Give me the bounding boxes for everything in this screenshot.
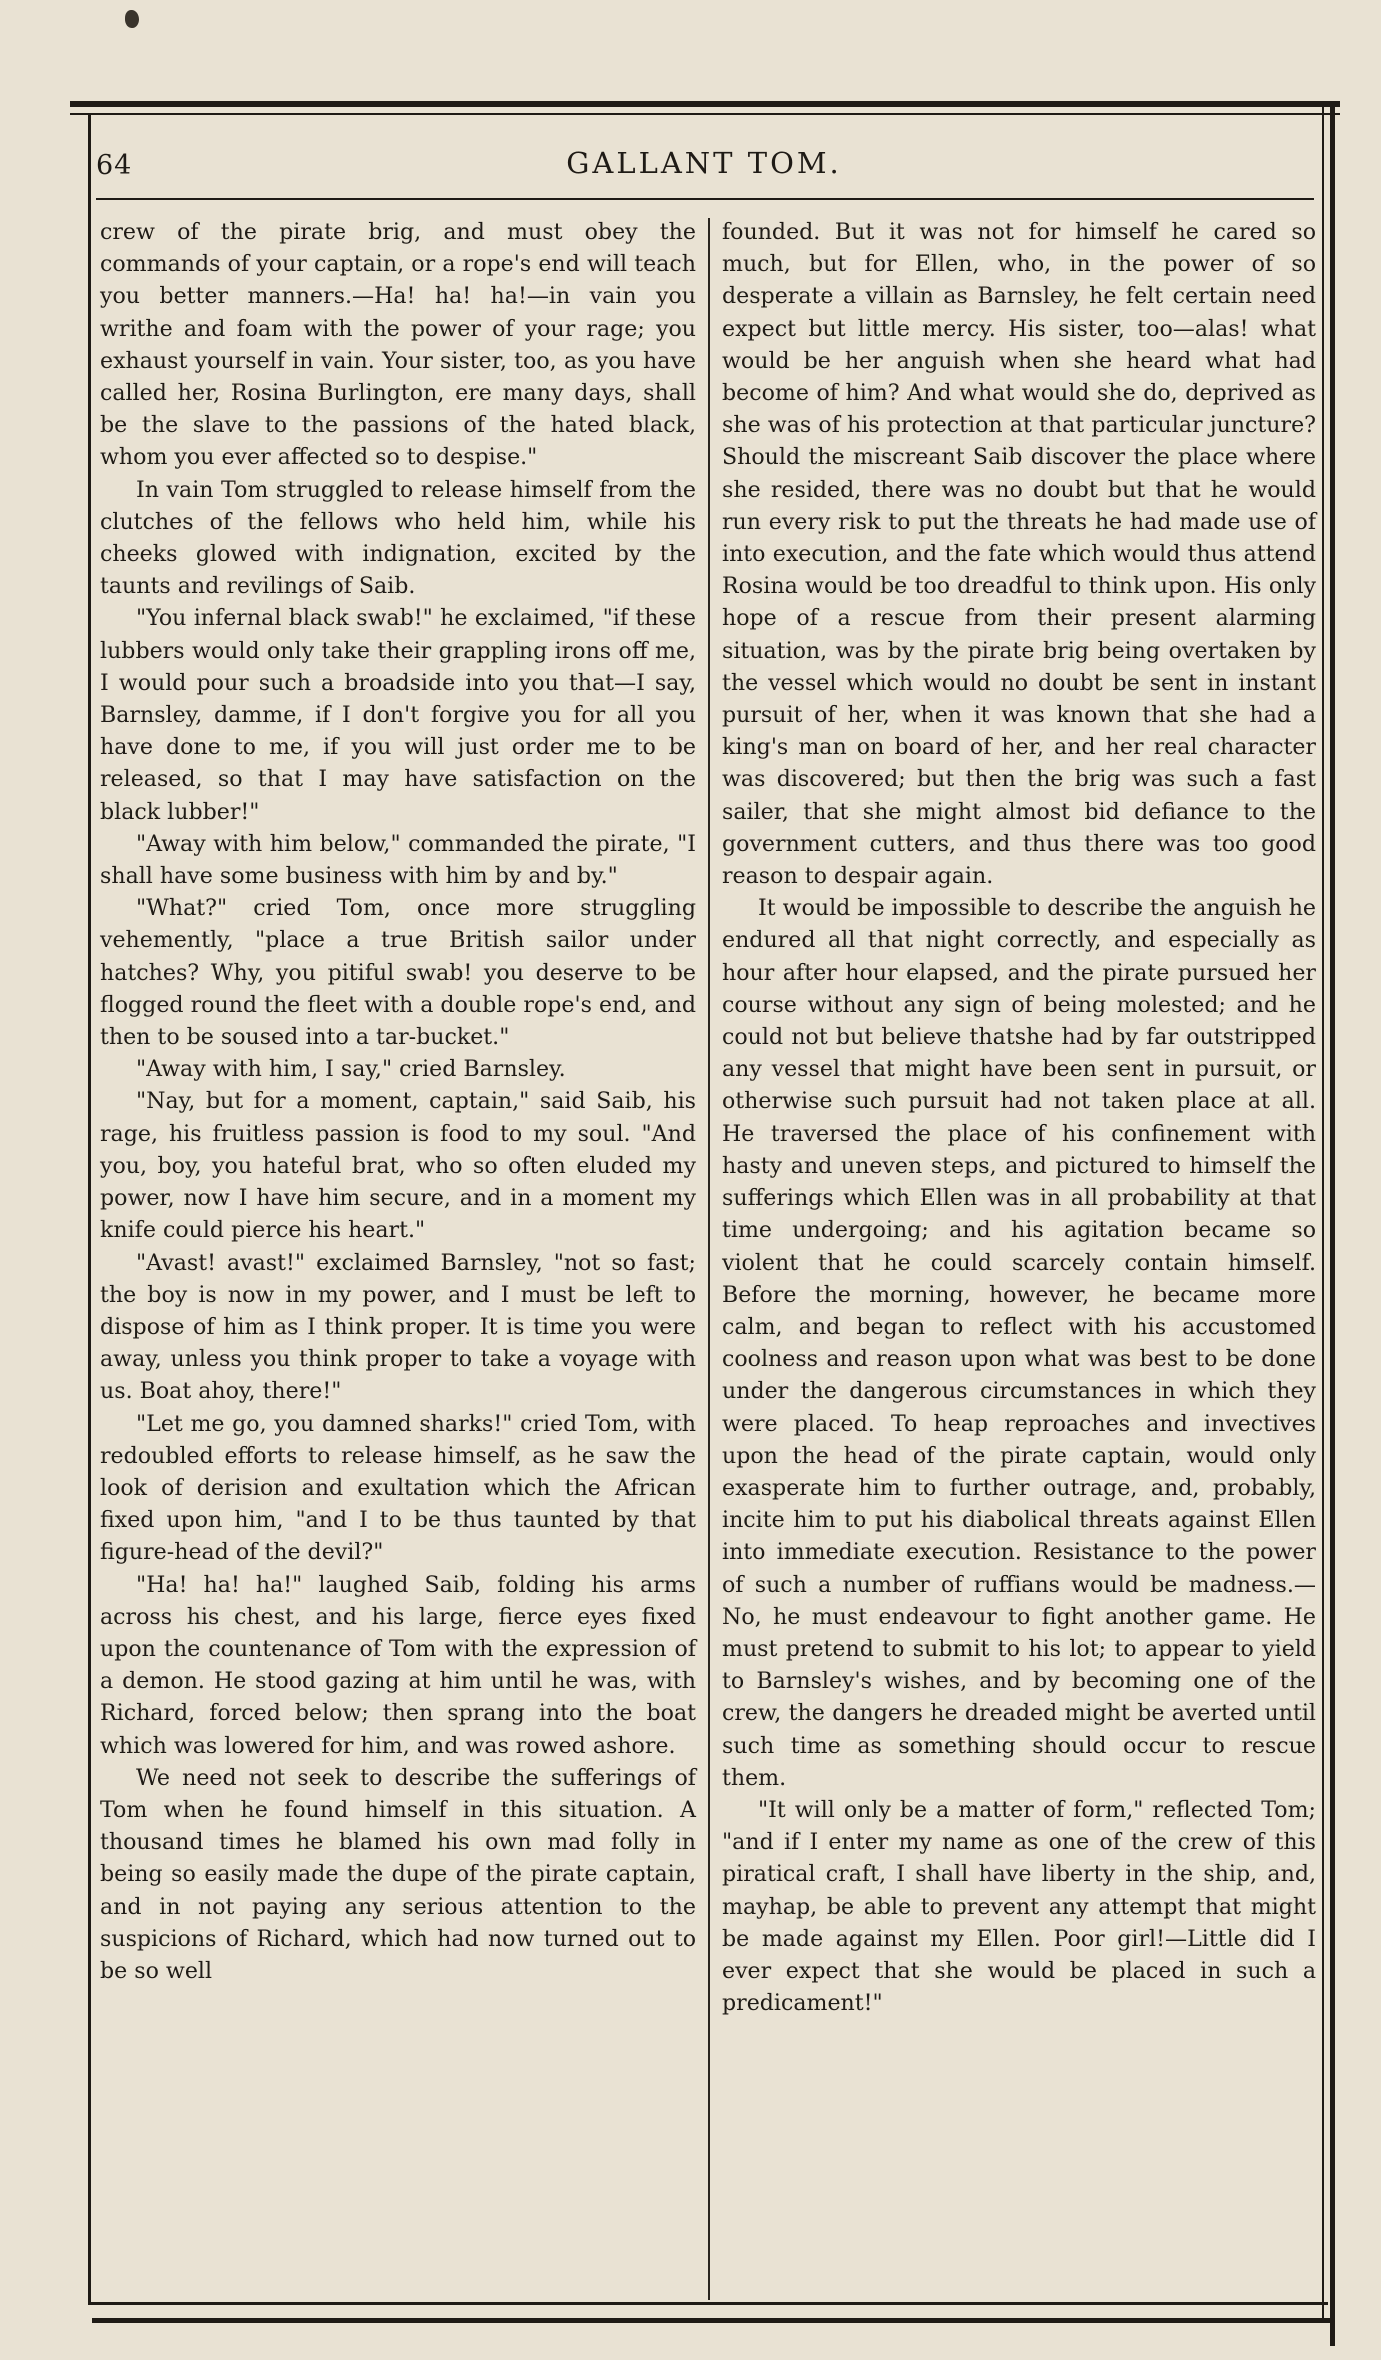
page-header [96, 138, 1312, 198]
frame-bottom-rule [92, 2318, 1332, 2323]
frame-bottom-inner-rule [88, 2302, 1328, 2305]
column-divider [708, 218, 710, 2300]
left-column [100, 216, 696, 1987]
right-column [722, 216, 1316, 2019]
paragraph: crew of the pirate brig, and must obey the commands of your captain, or a rope's end will teach you better manners.—Ha! ha! ha!—in vain you writhe and foam with the power of your rage; you exhaust yourself in vain. Your sister, too, as you have called her, Rosina Burlington, ere many days, shall be the slave to the passions of the hated black, whom you ever affected so to despise." [100, 219, 696, 471]
paragraph: "Avast! avast!" exclaimed Barnsley, "not so fast; the boy is now in my power, and I must be left to dispose of him as I think proper. It is time you were away, unless you think proper to take a voyage with us. Boat ahoy, there!" [100, 1249, 696, 1405]
paragraph: "You infernal black swab!" he exclaimed, "if these lubbers would only take their grappling irons off me, I would pour such a broadside into you that—I say, Barnsley, damme, if I don't forgive you for all you have done to me, if you will just order me to be released, so that I may have satisfaction on the black lubber!" [100, 605, 696, 825]
ink-spot [125, 10, 139, 28]
frame-right-inner-rule [1322, 101, 1324, 2321]
paragraph: "Away with him, I say," cried Barnsley. [136, 1056, 566, 1083]
paragraph: "Let me go, you damned sharks!" cried Tom, with redoubled efforts to release himself, as he saw the look of derision and exultation which the African fixed upon him, "and I to be thus taunted by that figure-head of the devil?" [100, 1410, 696, 1566]
paragraph: It would be impossible to describe the anguish he endured all that night correctly, and especially as hour after hour elapsed, and the pirate pursued her course without any sign of being molested; and he could not but believe thatshe had by far outstripped any vessel that might have been sent in pursuit, or otherwise such pursuit had not taken place at all. He traversed the place of his confinement with hasty and uneven steps, and pictured to himself the sufferings which Ellen was in all probability at that time undergoing; and his agitation became so violent that he could scarcely contain himself. Before the morning, however, he became more calm, and began to reflect with his accustomed coolness and reason upon what was best to be done under the dangerous circumstances in which they were placed. To heap reproaches and invectives upon the head of the pirate captain, would only exasperate him to further outrage, and, probably, incite him to put his diabolical threats against Ellen into immediate execution. Resistance to the power of such a number of ruffians would be madness.—No, he must endeavour to fight another game. He must pretend to submit to his lot; to appear to yield to Barnsley's wishes, and by becoming one of the crew, the dangers he dreaded might be averted until such time as something should occur to rescue them. [722, 895, 1316, 1791]
paragraph: "Ha! ha! ha!" laughed Saib, folding his arms across his chest, and his large, fierce eyes fixed upon the countenance of Tom with the expression of a demon. He stood gazing at him until he was, with Richard, forced below; then sprang into the boat which was lowered for him, and was rowed ashore. [100, 1571, 696, 1759]
paragraph: "Away with him below," commanded the pirate, "I shall have some business with him by and by." [100, 830, 696, 890]
paragraph: We need not seek to describe the sufferings of Tom when he found himself in this situation. A thousand times he blamed his own mad folly in being so easily made the dupe of the pirate captain, and in not paying any serious attention to the suspicions of Richard, which had now turned out to be so well [100, 1764, 696, 1984]
frame-top-rule [70, 101, 1340, 107]
paragraph: "Nay, but for a moment, captain," said Saib, his rage, his fruitless passion is food to my soul. "And you, boy, you hateful brat, who so often eluded my power, now I have him secure, and in a moment my knife could pierce his heart." [100, 1088, 696, 1244]
paragraph: In vain Tom struggled to release himself from the clutches of the fellows who held him, while his cheeks glowed with indignation, excited by the taunts and revilings of Saib. [100, 476, 696, 600]
frame-top-inner-rule [70, 113, 1340, 115]
frame-right-rule [1330, 101, 1335, 2346]
paragraph: "It will only be a matter of form," reflected Tom; "and if I enter my name as one of the crew of this piratical craft, I shall have liberty in the ship, and, mayhap, be able to prevent any attempt that might be made against my Ellen. Poor girl!—Little did I ever expect that she would be placed in such a predicament!" [722, 1796, 1316, 2017]
paragraph: founded. But it was not for himself he cared so much, but for Ellen, who, in the power of so desperate a villain as Barnsley, he felt certain need expect but little mercy. His sister, too—alas! what would be her anguish when she heard what had become of him? And what would she do, deprived as she was of his protection at that particular juncture? Should the miscreant Saib discover the place where she resided, there was no doubt but that he would run every risk to put the threats he had made use of into execution, and the fate which would thus attend Rosina would be too dreadful to think upon. His only hope of a rescue from their present alarming situation, was by the pirate brig being overtaken by the vessel which would no doubt be sent in instant pursuit of her, when it was known that she had a king's man on board of her, and her real character was discovered; but then the brig was such a fast sailer, that she might almost bid defiance to the government cutters, and thus there was too good reason to despair again. [722, 219, 1316, 890]
page-number: 64 [96, 150, 133, 181]
paragraph: "What?" cried Tom, once more struggling vehemently, "place a true British sailor under hatches? Why, you pitiful swab! you deserve to be flogged round the fleet with a double rope's end, and then to be soused into a tar-bucket." [100, 895, 696, 1051]
running-title: GALLANT TOM. [566, 146, 842, 180]
header-rule [96, 198, 1314, 200]
frame-left-rule [88, 113, 91, 2303]
